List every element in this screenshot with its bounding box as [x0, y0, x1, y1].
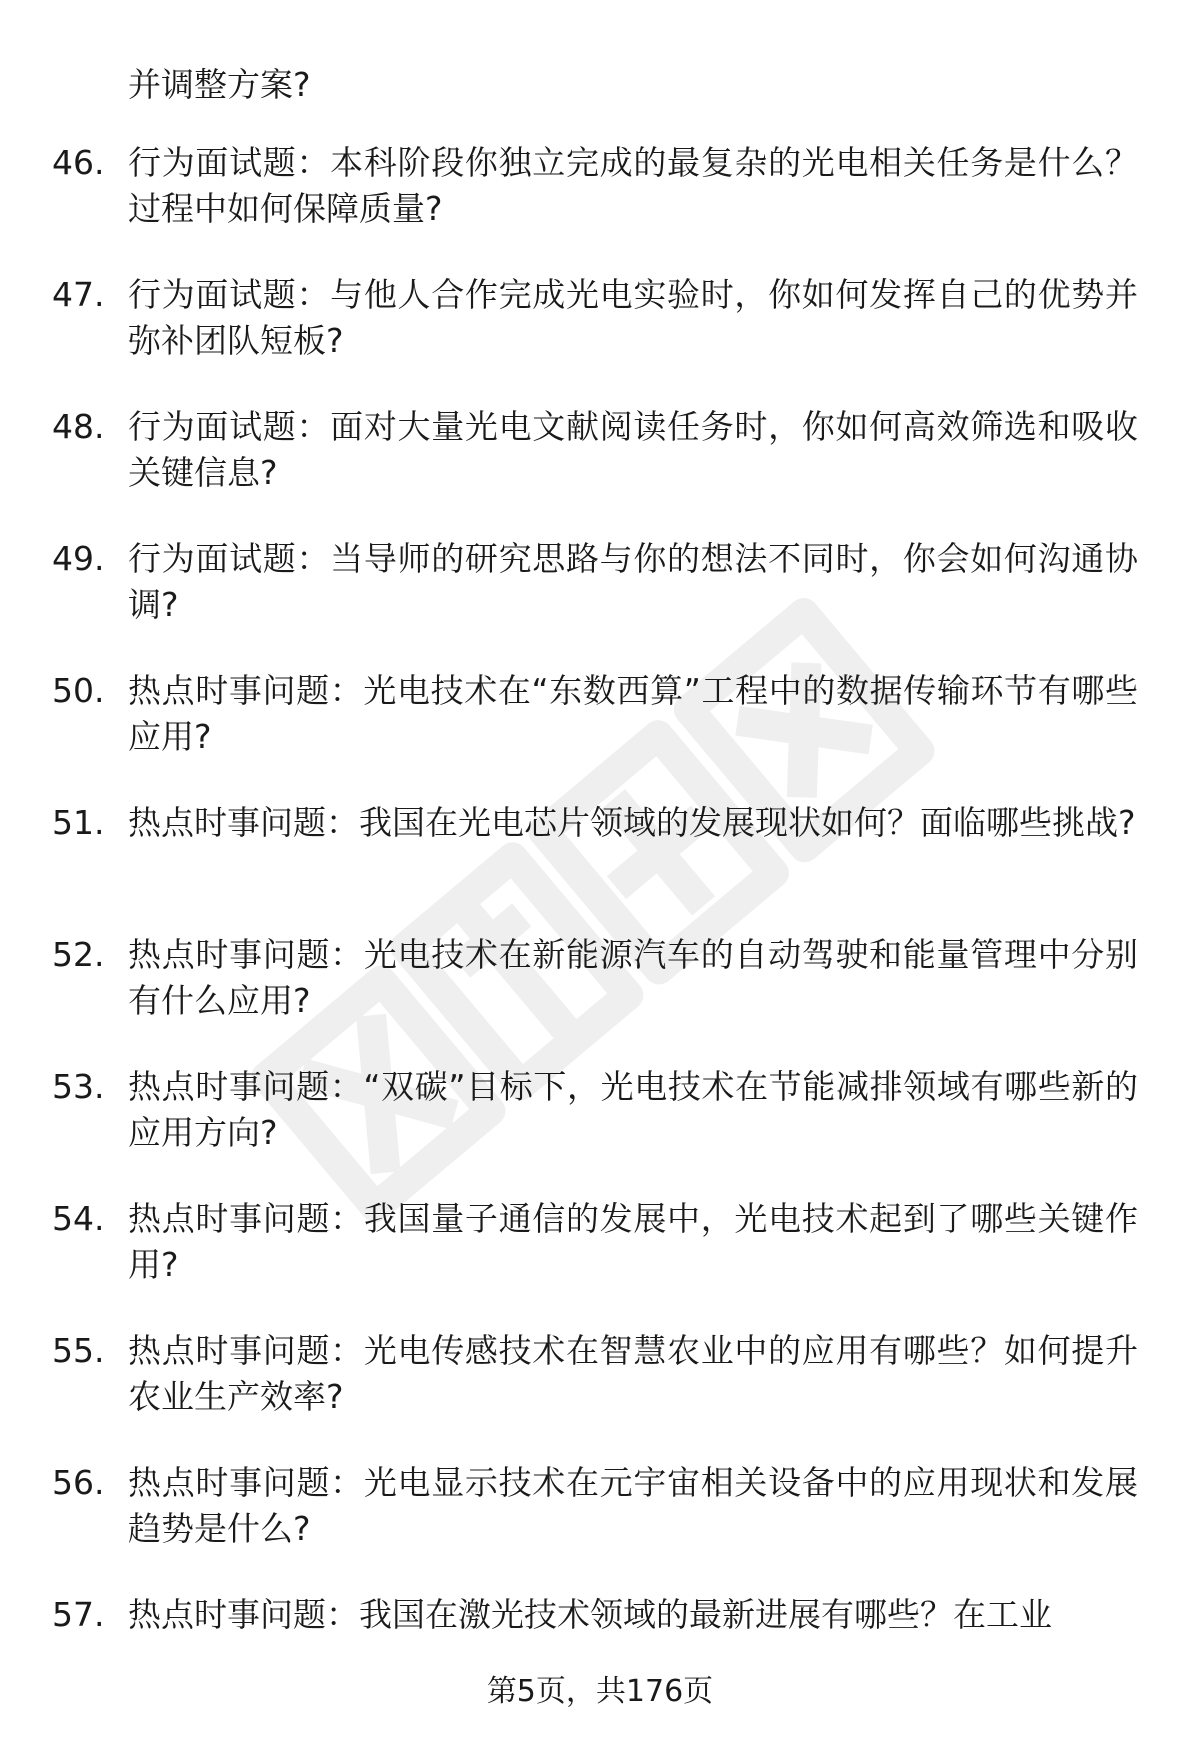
list-item — [0, 800, 1200, 932]
list-item — [0, 140, 1200, 272]
question-number: 48. — [52, 407, 105, 446]
question-number: 47. — [52, 275, 105, 314]
list-item — [0, 404, 1200, 536]
question-number: 55. — [52, 1331, 105, 1370]
question-text: 行为面试题：与他人合作完成光电实验时，你如何发挥自己的优势并弥补团队短板? — [128, 275, 1138, 360]
question-text: 行为面试题：本科阶段你独立完成的最复杂的光电相关任务是什么？过程中如何保障质量? — [128, 143, 1138, 228]
question-text: 热点时事问题：我国在光电芯片领域的发展现状如何？面临哪些挑战? — [128, 803, 1136, 842]
list-item — [0, 1064, 1200, 1196]
question-number: 54. — [52, 1199, 105, 1238]
question-text: 行为面试题：面对大量光电文献阅读任务时，你如何高效筛选和吸收关键信息? — [128, 407, 1138, 492]
question-number: 53. — [52, 1067, 105, 1106]
list-item — [0, 668, 1200, 800]
question-text: 热点时事问题：我国量子通信的发展中，光电技术起到了哪些关键作用? — [128, 1199, 1138, 1284]
question-text: 热点时事问题：光电技术在新能源汽车的自动驾驶和能量管理中分别有什么应用? — [128, 935, 1138, 1020]
question-number: 46. — [52, 143, 105, 182]
question-text: 热点时事问题：“双碳”目标下，光电技术在节能减排领域有哪些新的应用方向? — [128, 1067, 1138, 1152]
continuation-text: 并调整方案? — [128, 65, 311, 104]
list-item — [0, 1328, 1200, 1460]
list-item — [0, 1460, 1200, 1592]
list-item — [0, 932, 1200, 1064]
question-number: 51. — [52, 803, 105, 842]
question-text: 热点时事问题：光电技术在“东数西算”工程中的数据传输环节有哪些应用? — [128, 671, 1138, 756]
question-text: 行为面试题：当导师的研究思路与你的想法不同时，你会如何沟通协调? — [128, 539, 1138, 624]
question-number: 49. — [52, 539, 105, 578]
question-list — [0, 140, 1200, 1724]
question-text: 热点时事问题：光电传感技术在智慧农业中的应用有哪些？如何提升农业生产效率? — [128, 1331, 1138, 1416]
question-number: 57. — [52, 1595, 105, 1634]
question-text: 热点时事问题：光电显示技术在元宇宙相关设备中的应用现状和发展趋势是什么? — [128, 1463, 1138, 1548]
list-item — [0, 536, 1200, 668]
question-number: 50. — [52, 671, 105, 710]
question-number: 52. — [52, 935, 105, 974]
question-text: 热点时事问题：我国在激光技术领域的最新进展有哪些？在工业 — [128, 1595, 1052, 1634]
page-footer: 第5页，共176页 — [486, 1674, 714, 1709]
list-item — [0, 1196, 1200, 1328]
list-item — [0, 272, 1200, 404]
question-number: 56. — [52, 1463, 105, 1502]
